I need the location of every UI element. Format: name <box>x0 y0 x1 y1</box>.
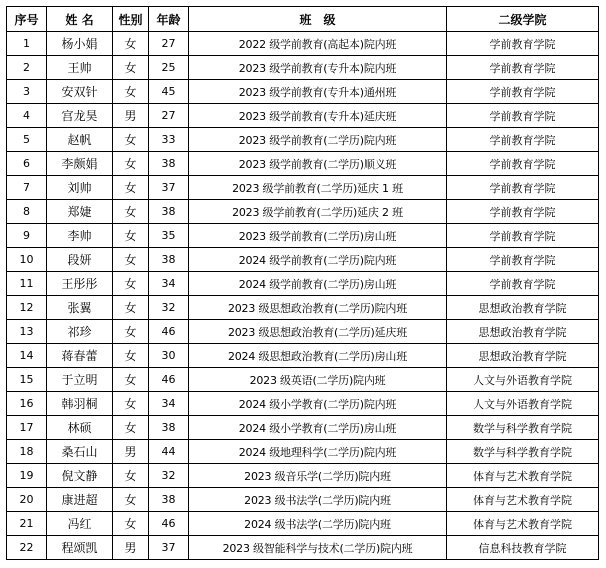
student-roster-table <box>6 6 599 560</box>
cell-class: 2023 级学前教育(二学历)延庆 1 班 <box>189 176 447 200</box>
header-age: 年龄 <box>149 7 189 32</box>
cell-index: 12 <box>7 296 47 320</box>
cell-index: 5 <box>7 128 47 152</box>
cell-college: 数学与科学教育学院 <box>447 416 599 440</box>
cell-index: 22 <box>7 536 47 560</box>
cell-index: 10 <box>7 248 47 272</box>
table-row <box>7 80 599 104</box>
table-row <box>7 104 599 128</box>
cell-college: 学前教育学院 <box>447 104 599 128</box>
header-class: 班 级 <box>189 7 447 32</box>
cell-gender: 女 <box>113 272 149 296</box>
cell-name: 程颂凯 <box>47 536 113 560</box>
cell-index: 15 <box>7 368 47 392</box>
cell-college: 学前教育学院 <box>447 176 599 200</box>
cell-age: 44 <box>149 440 189 464</box>
cell-college: 思想政治教育学院 <box>447 320 599 344</box>
cell-gender: 女 <box>113 488 149 512</box>
cell-gender: 女 <box>113 368 149 392</box>
cell-gender: 女 <box>113 464 149 488</box>
cell-gender: 女 <box>113 32 149 56</box>
cell-index: 3 <box>7 80 47 104</box>
cell-college: 学前教育学院 <box>447 32 599 56</box>
cell-college: 思想政治教育学院 <box>447 344 599 368</box>
table-row <box>7 488 599 512</box>
table-row <box>7 440 599 464</box>
table-row <box>7 392 599 416</box>
cell-age: 38 <box>149 200 189 224</box>
cell-college: 学前教育学院 <box>447 152 599 176</box>
cell-name: 蒋春蕾 <box>47 344 113 368</box>
cell-college: 学前教育学院 <box>447 128 599 152</box>
cell-college: 体育与艺术教育学院 <box>447 464 599 488</box>
table-row <box>7 536 599 560</box>
cell-name: 李帅 <box>47 224 113 248</box>
cell-name: 杨小娟 <box>47 32 113 56</box>
table-row <box>7 32 599 56</box>
cell-index: 14 <box>7 344 47 368</box>
cell-college: 学前教育学院 <box>447 272 599 296</box>
cell-name: 桑石山 <box>47 440 113 464</box>
cell-class: 2024 级思想政治教育(二学历)房山班 <box>189 344 447 368</box>
cell-class: 2023 级学前教育(二学历)延庆 2 班 <box>189 200 447 224</box>
table-body <box>7 32 599 560</box>
table-row <box>7 512 599 536</box>
table-row <box>7 296 599 320</box>
cell-age: 27 <box>149 32 189 56</box>
cell-class: 2023 级思想政治教育(二学历)院内班 <box>189 296 447 320</box>
table-row <box>7 200 599 224</box>
cell-age: 27 <box>149 104 189 128</box>
cell-name: 祁珍 <box>47 320 113 344</box>
table-row <box>7 272 599 296</box>
cell-class: 2024 级学前教育(二学历)院内班 <box>189 248 447 272</box>
cell-index: 8 <box>7 200 47 224</box>
cell-name: 郑婕 <box>47 200 113 224</box>
table-row <box>7 368 599 392</box>
cell-age: 37 <box>149 176 189 200</box>
cell-class: 2024 级地理科学(二学历)院内班 <box>189 440 447 464</box>
cell-name: 安双针 <box>47 80 113 104</box>
cell-age: 32 <box>149 464 189 488</box>
cell-age: 38 <box>149 416 189 440</box>
cell-name: 王帅 <box>47 56 113 80</box>
cell-index: 17 <box>7 416 47 440</box>
cell-gender: 男 <box>113 104 149 128</box>
cell-college: 学前教育学院 <box>447 248 599 272</box>
table-row <box>7 464 599 488</box>
cell-age: 38 <box>149 248 189 272</box>
cell-age: 32 <box>149 296 189 320</box>
cell-gender: 女 <box>113 248 149 272</box>
cell-gender: 女 <box>113 176 149 200</box>
cell-gender: 女 <box>113 512 149 536</box>
cell-index: 7 <box>7 176 47 200</box>
cell-index: 9 <box>7 224 47 248</box>
cell-college: 学前教育学院 <box>447 80 599 104</box>
cell-class: 2023 级音乐学(二学历)院内班 <box>189 464 447 488</box>
cell-gender: 女 <box>113 152 149 176</box>
cell-gender: 女 <box>113 392 149 416</box>
cell-index: 16 <box>7 392 47 416</box>
cell-age: 35 <box>149 224 189 248</box>
cell-gender: 女 <box>113 344 149 368</box>
cell-age: 34 <box>149 392 189 416</box>
cell-age: 46 <box>149 368 189 392</box>
cell-class: 2023 级书法学(二学历)院内班 <box>189 488 447 512</box>
cell-name: 韩羽桐 <box>47 392 113 416</box>
table-row <box>7 152 599 176</box>
cell-college: 体育与艺术教育学院 <box>447 488 599 512</box>
cell-class: 2024 级学前教育(二学历)房山班 <box>189 272 447 296</box>
cell-index: 19 <box>7 464 47 488</box>
cell-gender: 女 <box>113 200 149 224</box>
cell-name: 冯红 <box>47 512 113 536</box>
cell-college: 学前教育学院 <box>447 224 599 248</box>
cell-college: 人文与外语教育学院 <box>447 392 599 416</box>
header-name: 姓 名 <box>47 7 113 32</box>
cell-age: 30 <box>149 344 189 368</box>
cell-index: 6 <box>7 152 47 176</box>
cell-class: 2024 级小学教育(二学历)院内班 <box>189 392 447 416</box>
table-header <box>7 7 599 32</box>
cell-name: 康进超 <box>47 488 113 512</box>
cell-gender: 女 <box>113 416 149 440</box>
table-row <box>7 224 599 248</box>
cell-class: 2024 级书法学(二学历)院内班 <box>189 512 447 536</box>
cell-class: 2023 级学前教育(二学历)房山班 <box>189 224 447 248</box>
header-index: 序号 <box>7 7 47 32</box>
table-row <box>7 248 599 272</box>
header-college: 二级学院 <box>447 7 599 32</box>
cell-index: 1 <box>7 32 47 56</box>
cell-gender: 女 <box>113 56 149 80</box>
cell-age: 46 <box>149 320 189 344</box>
cell-gender: 女 <box>113 80 149 104</box>
table-row <box>7 320 599 344</box>
cell-index: 18 <box>7 440 47 464</box>
table-row <box>7 416 599 440</box>
cell-age: 37 <box>149 536 189 560</box>
cell-class: 2023 级思想政治教育(二学历)延庆班 <box>189 320 447 344</box>
cell-age: 38 <box>149 152 189 176</box>
cell-index: 13 <box>7 320 47 344</box>
cell-name: 张翼 <box>47 296 113 320</box>
cell-class: 2023 级学前教育(专升本)通州班 <box>189 80 447 104</box>
cell-gender: 男 <box>113 536 149 560</box>
cell-college: 学前教育学院 <box>447 56 599 80</box>
cell-name: 赵帆 <box>47 128 113 152</box>
cell-age: 46 <box>149 512 189 536</box>
cell-index: 20 <box>7 488 47 512</box>
cell-age: 25 <box>149 56 189 80</box>
cell-class: 2023 级学前教育(二学历)顺义班 <box>189 152 447 176</box>
table-row <box>7 128 599 152</box>
cell-college: 体育与艺术教育学院 <box>447 512 599 536</box>
header-gender: 性别 <box>113 7 149 32</box>
cell-age: 45 <box>149 80 189 104</box>
cell-college: 学前教育学院 <box>447 200 599 224</box>
cell-class: 2024 级小学教育(二学历)房山班 <box>189 416 447 440</box>
cell-class: 2023 级学前教育(二学历)院内班 <box>189 128 447 152</box>
cell-index: 11 <box>7 272 47 296</box>
header-row <box>7 7 599 32</box>
table-row <box>7 176 599 200</box>
cell-name: 李颇娟 <box>47 152 113 176</box>
cell-college: 思想政治教育学院 <box>447 296 599 320</box>
cell-name: 王彤彤 <box>47 272 113 296</box>
cell-class: 2023 级学前教育(专升本)延庆班 <box>189 104 447 128</box>
cell-age: 33 <box>149 128 189 152</box>
cell-class: 2023 级学前教育(专升本)院内班 <box>189 56 447 80</box>
cell-index: 21 <box>7 512 47 536</box>
cell-gender: 男 <box>113 440 149 464</box>
cell-age: 38 <box>149 488 189 512</box>
cell-gender: 女 <box>113 128 149 152</box>
cell-name: 段妍 <box>47 248 113 272</box>
cell-index: 2 <box>7 56 47 80</box>
table-row <box>7 56 599 80</box>
table-row <box>7 344 599 368</box>
cell-class: 2023 级英语(二学历)院内班 <box>189 368 447 392</box>
cell-college: 人文与外语教育学院 <box>447 368 599 392</box>
cell-age: 34 <box>149 272 189 296</box>
cell-name: 倪文静 <box>47 464 113 488</box>
cell-gender: 女 <box>113 224 149 248</box>
cell-name: 于立明 <box>47 368 113 392</box>
cell-index: 4 <box>7 104 47 128</box>
cell-gender: 女 <box>113 296 149 320</box>
cell-gender: 女 <box>113 320 149 344</box>
cell-college: 数学与科学教育学院 <box>447 440 599 464</box>
cell-name: 宫龙昊 <box>47 104 113 128</box>
cell-college: 信息科技教育学院 <box>447 536 599 560</box>
cell-class: 2023 级智能科学与技术(二学历)院内班 <box>189 536 447 560</box>
cell-name: 刘帅 <box>47 176 113 200</box>
cell-name: 林硕 <box>47 416 113 440</box>
cell-class: 2022 级学前教育(高起本)院内班 <box>189 32 447 56</box>
